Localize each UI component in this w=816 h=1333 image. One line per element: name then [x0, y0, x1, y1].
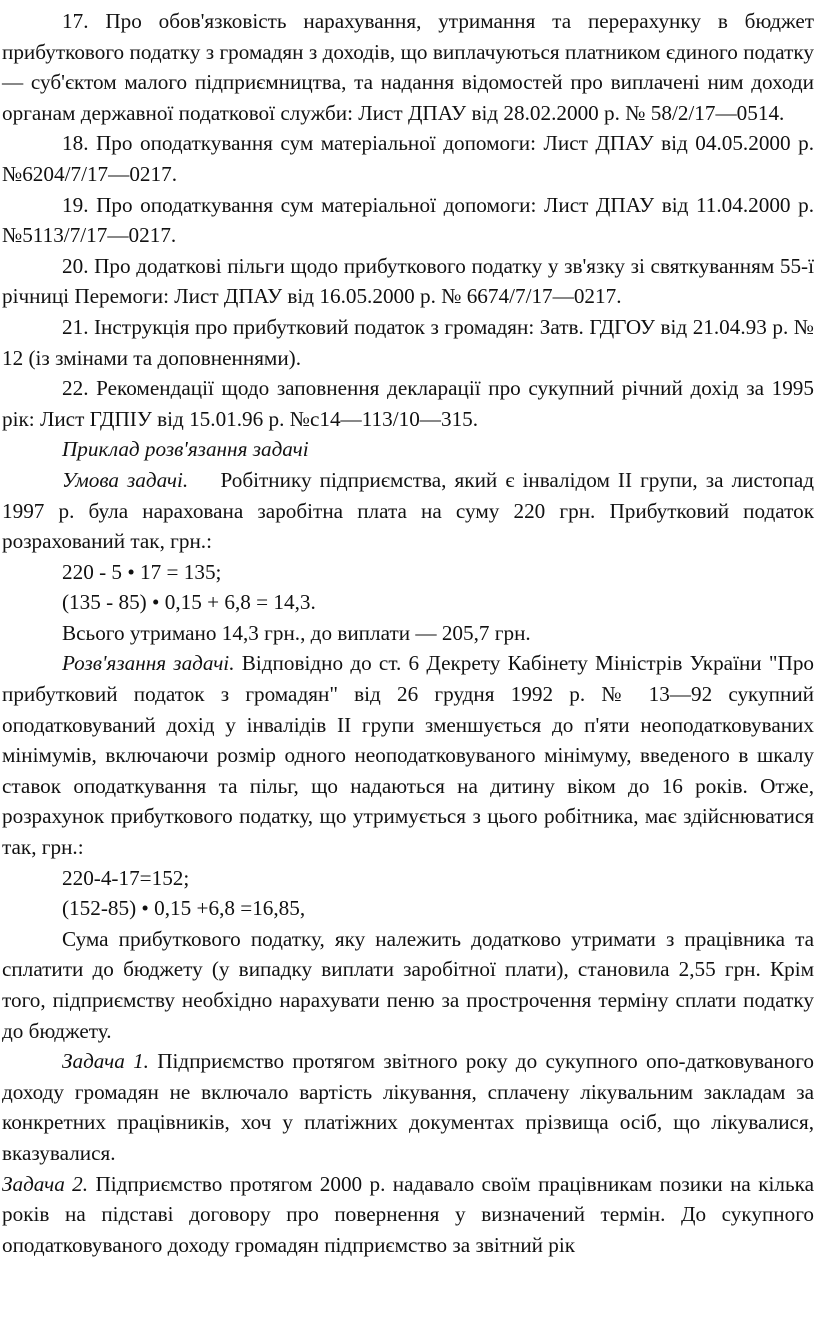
condition-text: Робітнику підприємства, який є інвалідом II групи, за листопад 1997 р. була нарахована заробітна плата на суму 220 грн. Прибутковий податок розрахований так, грн.: — [2, 467, 815, 554]
task-1-label: Задача 1. — [62, 1049, 149, 1074]
formula-4: (152-85) • 0,15 +6,8 =16,85, — [62, 896, 306, 921]
task-2-label: Задача 2. — [2, 1171, 89, 1196]
example-condition — [2, 465, 814, 557]
solution-text: Відповідно до ст. 6 Декрету Кабінету Міністрів України "Про прибутковий податок з громадян" від 26 грудня 1992 р. № 13—92 сукупний оподатковуваний дохід у інвалідів II групи зменшується до п'яти неоподатковуваних мінімумів, включаючи розмір одного неоподатковуваного мінімуму, введеного в шкалу ставок оподаткування та пільг, що надаються на дитину віком до 16 років. Отже, розрахунок прибуткового податку, що утримується з цього робітника, має здійснюватися так, грн.: — [2, 651, 815, 860]
formula-3: 220-4-17=152; — [62, 865, 190, 890]
formula-1: 220 - 5 • 17 = 135; — [62, 559, 222, 584]
example-heading — [2, 434, 814, 465]
reference-item-17: 17. Про обов'язковість нарахування, утримання та перерахунку в бюджет прибуткового податку з громадян з доходів, що виплачуються платником єдиного податку — суб'єктом малого підприємництва, та надання відомостей про виплачені ним доходи органам державної податкової служби: Лист ДПАУ від 28.02.2000 р. № 58/2/17—0514. — [2, 9, 814, 125]
reference-item-20: 20. Про додаткові пільги щодо прибуткового податку у зв'язку зі святкуванням 55-ї річниці Перемоги: Лист ДПАУ від 16.05.2000 р. № 6674/7/17—0217. — [2, 253, 814, 309]
reference-item-19: 19. Про оподаткування сум матеріальної допомоги: Лист ДПАУ від 11.04.2000 р. №5113/7/17—0217. — [2, 192, 814, 248]
reference-item-21: 21. Інструкція про прибутковий податок з громадян: Затв. ГДГОУ від 21.04.93 р. № 12 (із змінами та доповненнями). — [2, 314, 814, 370]
formula-2: (135 - 85) • 0,15 + 6,8 = 14,3. — [62, 590, 316, 615]
task-2-text: Підприємство протягом 2000 р. надавало своїм працівникам позики на кілька років на підставі договору про повернення у визначений термін. До сукупного оподатковуваного доходу громадян підприємство за звітний рік — [2, 1171, 815, 1257]
example-conclusion: Сума прибуткового податку, яку належить додатково утримати з працівника та сплатити до бюджету (у випадку виплати заробітної плати), становила 2,55 грн. Крім того, підприємству необхідно нарахувати пеню за прострочення терміну сплати податку до бюджету. — [2, 926, 814, 1043]
task-1-text: Підприємство протягом звітного року до сукупного опо-датковуваного доходу громадян не включало вартість лікування, сплачену лікувальним закладам за конкретних працівників, хоч у платіжних документах прізвища осіб, що лікувалися, вказувалися. — [2, 1049, 814, 1165]
example-solution — [2, 648, 814, 862]
condition-label: Умова задачі. — [62, 467, 189, 492]
reference-item-18: 18. Про оподаткування сум матеріальної допомоги: Лист ДПАУ від 04.05.2000 р. №6204/7/17—0217. — [2, 131, 814, 186]
task-1 — [2, 1046, 814, 1168]
solution-label: Розв'язання задачі. — [62, 651, 235, 676]
reference-item-22: 22. Рекомендації щодо заповнення декларації про сукупний річний дохід за 1995 рік: Лист ГДПІУ від 15.01.96 р. №с14—113/10—315. — [2, 376, 814, 431]
task-2 — [2, 1169, 814, 1261]
example-heading-text: Приклад розв'язання задачі — [62, 437, 309, 462]
total-line: Всього утримано 14,3 грн., до виплати — 205,7 грн. — [62, 620, 531, 645]
